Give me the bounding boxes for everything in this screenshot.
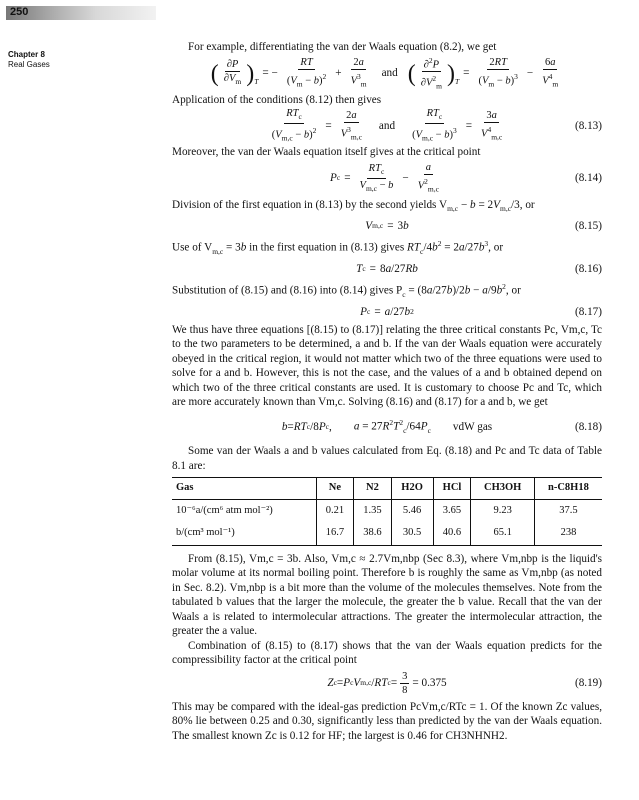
- from-8-15-paragraph: From (8.15), Vm,c = 3b. Also, Vm,c ≈ 2.7Vm,nbp (Sec 8.3), where Vm,nbp is the liquid's molar volume at its normal boiling point. Therefore b is roughly the same as Vm,nbp (as noted in Sec. 8.2). Vm,nbp is a bit more than the volume of the molecules themselves. Note from the tabulated b values that the larger the molecule, the greater the b value. Recall that the van der Waals a is related to intermolecular attractions. The greater the intermolecular attraction, the greater the a value.: [172, 552, 602, 638]
- eq-number-8-15: (8.15): [574, 220, 602, 233]
- substitution-text: Substitution of (8.15) and (8.16) into (8.14) gives $P_c = (8a/27b)/2b - a/9b^2$, or: [172, 281, 521, 299]
- table-cell: 3.65: [433, 499, 471, 522]
- vdw-constants-table: [172, 477, 602, 546]
- equation-8-18: b = RT c /8 P c , $a = 27R^2T^2_c/64P_c$ vdW gas (8.18): [281, 417, 602, 435]
- main-text: [172, 40, 602, 743]
- header-n2: N2: [354, 478, 391, 500]
- chapter-title: Real Gases: [8, 60, 50, 69]
- page-number-bar: [6, 6, 156, 20]
- eq-number-8-17: (8.17): [574, 306, 602, 319]
- table-cell: 30.5: [391, 522, 433, 545]
- header-ne: Ne: [316, 478, 353, 500]
- header-ch3oh: CH3OH: [471, 478, 534, 500]
- combination-paragraph: Combination of (8.15) to (8.17) shows that the van der Waals equation predicts for the compressibility factor at the critical point: [172, 639, 602, 667]
- and-word-2: and: [378, 119, 396, 132]
- header-h2o: H2O: [391, 478, 433, 500]
- equation-8-19: Z c = P c V m,c / RT c = $\frac{3}{8}$ = 0.375 (8.19): [327, 671, 602, 697]
- table-cell: 1.35: [354, 499, 391, 522]
- chapter-label: Chapter 8: [8, 50, 45, 59]
- header-gas: Gas: [172, 478, 316, 500]
- equation-8-15: V m,c = 3 b (8.15): [365, 220, 602, 233]
- eq-number-8-13: (8.13): [574, 119, 602, 132]
- derivative-equations: ( $\frac{\partial P}{\partial V_m}$ ) $_T$ = − $\frac{RT}{(V_m - b)^2}$ + $\frac{2a}{V^3_m}$ and ( $\frac{\partial^2P}{\partial V^2_m}$ ) $_T$ = $\frac{2RT}{(V_m - b)^3}$ − $\frac{6a}{V^4_m}$: [210, 55, 559, 92]
- page-number: 250: [10, 6, 29, 18]
- intro-paragraph: For example, differentiating the van der Waals equation (8.2), we get: [188, 41, 497, 53]
- table-cell: 40.6: [433, 522, 471, 545]
- vdw-gas-label: vdW gas: [452, 420, 493, 433]
- division-text: Division of the first equation in (8.13) by the second yields $V_{m,c} - b = 2V_{m,c}/3$, or: [172, 198, 535, 213]
- eq-number-8-16: (8.16): [574, 263, 602, 276]
- moreover-text: Moreover, the van der Waals equation itself gives at the critical point: [172, 146, 481, 158]
- table-cell: 9.23: [471, 499, 534, 522]
- table-cell: 65.1: [471, 522, 534, 545]
- three-equations-paragraph: We thus have three equations [(8.15) to (8.17)] relating the three critical constants Pc, Vm,c, Tc to the two parameters to be determined, a and b. If the van der Waals equation were accurately obeyed in the critical region, it would not matter which two of the three equations were used to solve for a and b. However, this is not the case, and the values of a and b obtained depend on which two of the three critical constants are used. It is customary to choose Pc and Tc, which are more accurately known than Vm,c. Solving (8.16) and (8.17) for a and b, we get: [172, 323, 602, 409]
- table-header-row: [172, 478, 602, 500]
- row-label-b: b/(cm³ mol⁻¹): [172, 522, 316, 545]
- equation-8-13: $\frac{RT_c}{(V_{m,c} - b)^2}$ = $\frac{2a}{V^3_{m,c}}$ and $\frac{RT_c}{(V_{m,c} - b)^3}$ = $\frac{3a}{V^4_{m,c}}$ (8.13): [271, 108, 602, 143]
- row-label-a: 10⁻⁶a/(cm⁶ atm mol⁻²): [176, 504, 273, 516]
- header-hcl: HCl: [433, 478, 471, 500]
- compare-paragraph: This may be compared with the ideal-gas prediction PcVm,c/RTc = 1. Of the known Zc values, 80% lie between 0.25 and 0.30, significantly less than predicted by the van der Waals equation. The smallest known Zc is 0.12 for HF; the largest is 0.46 for CH3NHNH2.: [172, 700, 602, 742]
- table-cell: 38.6: [354, 522, 391, 545]
- equation-8-14: P c = $\frac{RT_c}{V_{m,c} - b}$ − $\frac{a}{V^2_{m,c}}$ (8.14): [330, 162, 602, 194]
- eq-number-8-18: (8.18): [574, 420, 602, 433]
- eq-number-8-19: (8.19): [574, 677, 602, 690]
- eq-number-8-14: (8.14): [574, 172, 602, 185]
- table-row: [172, 499, 602, 522]
- some-values-text: Some van der Waals a and b values calculated from Eq. (8.18) and Pc and Tc data of Table 8.1 are:: [172, 445, 602, 472]
- header-octane: n-C8H18: [534, 478, 602, 500]
- chapter-sidebar: [8, 50, 50, 70]
- table-cell: 37.5: [534, 499, 602, 522]
- and-word-1: and: [381, 67, 398, 80]
- table-cell: 0.21: [316, 499, 353, 522]
- table-row: [172, 522, 602, 545]
- use-text: Use of $V_{m,c} = 3b$ in the first equation in (8.13) gives $RT_c/4b^2 = 2a/27b^3$, or: [172, 238, 504, 256]
- table-cell: 5.46: [391, 499, 433, 522]
- equation-8-16: T c = 8 a /27 Rb (8.16): [356, 263, 602, 276]
- table-cell: 238: [534, 522, 602, 545]
- table-cell: 16.7: [316, 522, 353, 545]
- equation-8-17: P c = a /27 b 2 (8.17): [360, 306, 602, 319]
- application-text: Application of the conditions (8.12) then gives: [172, 93, 382, 106]
